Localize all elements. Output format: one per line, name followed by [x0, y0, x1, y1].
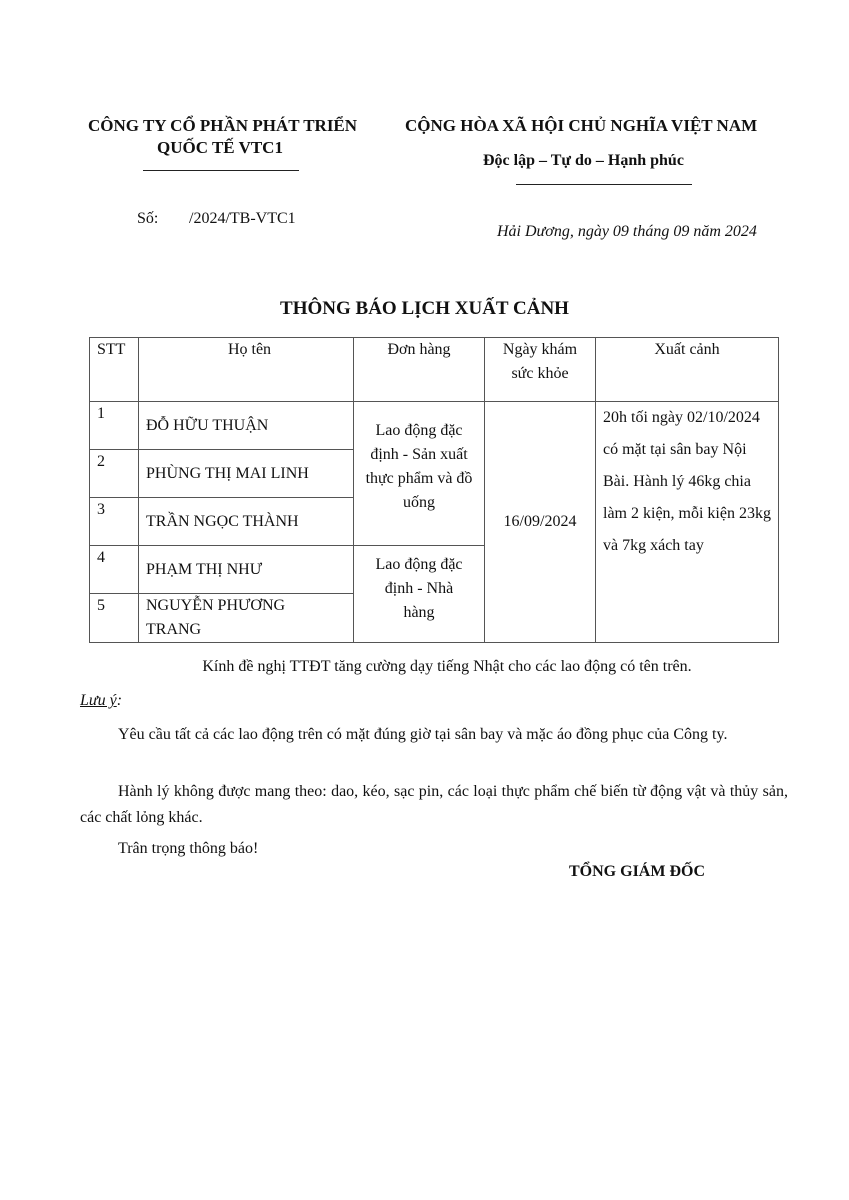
nation-motto: Độc lập – Tự do – Hạnh phúc [483, 152, 684, 169]
order-group-2 [354, 546, 485, 643]
row-stt: 3 [90, 498, 139, 546]
signature-title: TỔNG GIÁM ĐỐC [569, 863, 705, 880]
exit-info-text: 20h tối ngày 02/10/2024 có mặt tại sân bay Nội Bài. Hành lý 46kg chia làm 2 kiện, mỗi kiện 23kg và 7kg xách tay [603, 409, 771, 554]
company-underline [143, 170, 299, 171]
note-colon: : [116, 692, 123, 709]
col-header-name: Họ tên [139, 338, 354, 402]
motto-underline [516, 184, 692, 185]
doc-number: /2024/TB-VTC1 [189, 210, 296, 227]
row-name: TRẦN NGỌC THÀNH [139, 498, 354, 546]
row-name-text: NGUYỄN PHƯƠNG TRANG [146, 597, 286, 638]
note-label: Lưu ý [80, 692, 117, 709]
col-header-health-check [485, 338, 596, 402]
note-heading [80, 692, 122, 710]
row-stt: 4 [90, 546, 139, 594]
col-header-exit: Xuất cảnh [596, 338, 779, 402]
doc-number-label: Số: [137, 210, 159, 227]
request-text: Kính đề nghị TTĐT tăng cường dạy tiếng Nhật cho các lao động có tên trên. [202, 658, 692, 675]
company-name-line1: CÔNG TY CỔ PHẦN PHÁT TRIỂN [88, 116, 358, 135]
order-group-2-text: Lao động đặc định - Nhà hàng [375, 556, 463, 621]
place-date: Hải Dương, ngày 09 tháng 09 năm 2024 [497, 223, 757, 240]
col-header-stt: STT [90, 338, 139, 402]
row-name: ĐỖ HỮU THUẬN [139, 402, 354, 450]
health-check-date: 16/09/2024 [485, 402, 596, 643]
company-name-line2: QUỐC TẾ VTC1 [157, 138, 283, 157]
table-row [90, 402, 779, 450]
row-name: PHÙNG THỊ MAI LINH [139, 450, 354, 498]
order-group-1 [354, 402, 485, 546]
departure-schedule-table [89, 337, 779, 643]
row-stt: 1 [90, 402, 139, 450]
row-name [139, 594, 354, 643]
closing-text: Trân trọng thông báo! [118, 840, 259, 857]
row-stt: 2 [90, 450, 139, 498]
note-1: Yêu cầu tất cả các lao động trên có mặt đúng giờ tại sân bay và mặc áo đồng phục của Công ty. [118, 726, 728, 743]
note-2: Hành lý không được mang theo: dao, kéo, sạc pin, các loại thực phẩm chế biến từ động vật và thủy sản, các chất lỏng khác. [80, 783, 788, 826]
col-header-health-check-text: Ngày khám sức khỏe [502, 341, 578, 382]
order-group-1-text: Lao động đặc định - Sản xuất thực phẩm và đồ uống [365, 421, 473, 511]
row-name: PHẠM THỊ NHƯ [139, 546, 354, 594]
row-stt: 5 [90, 594, 139, 643]
table-header-row [90, 338, 779, 402]
exit-info [596, 402, 779, 643]
nation-name: CỘNG HÒA XÃ HỘI CHỦ NGHĨA VIỆT NAM [405, 116, 758, 135]
document-title: THÔNG BÁO LỊCH XUẤT CẢNH [280, 298, 569, 319]
col-header-order: Đơn hàng [354, 338, 485, 402]
